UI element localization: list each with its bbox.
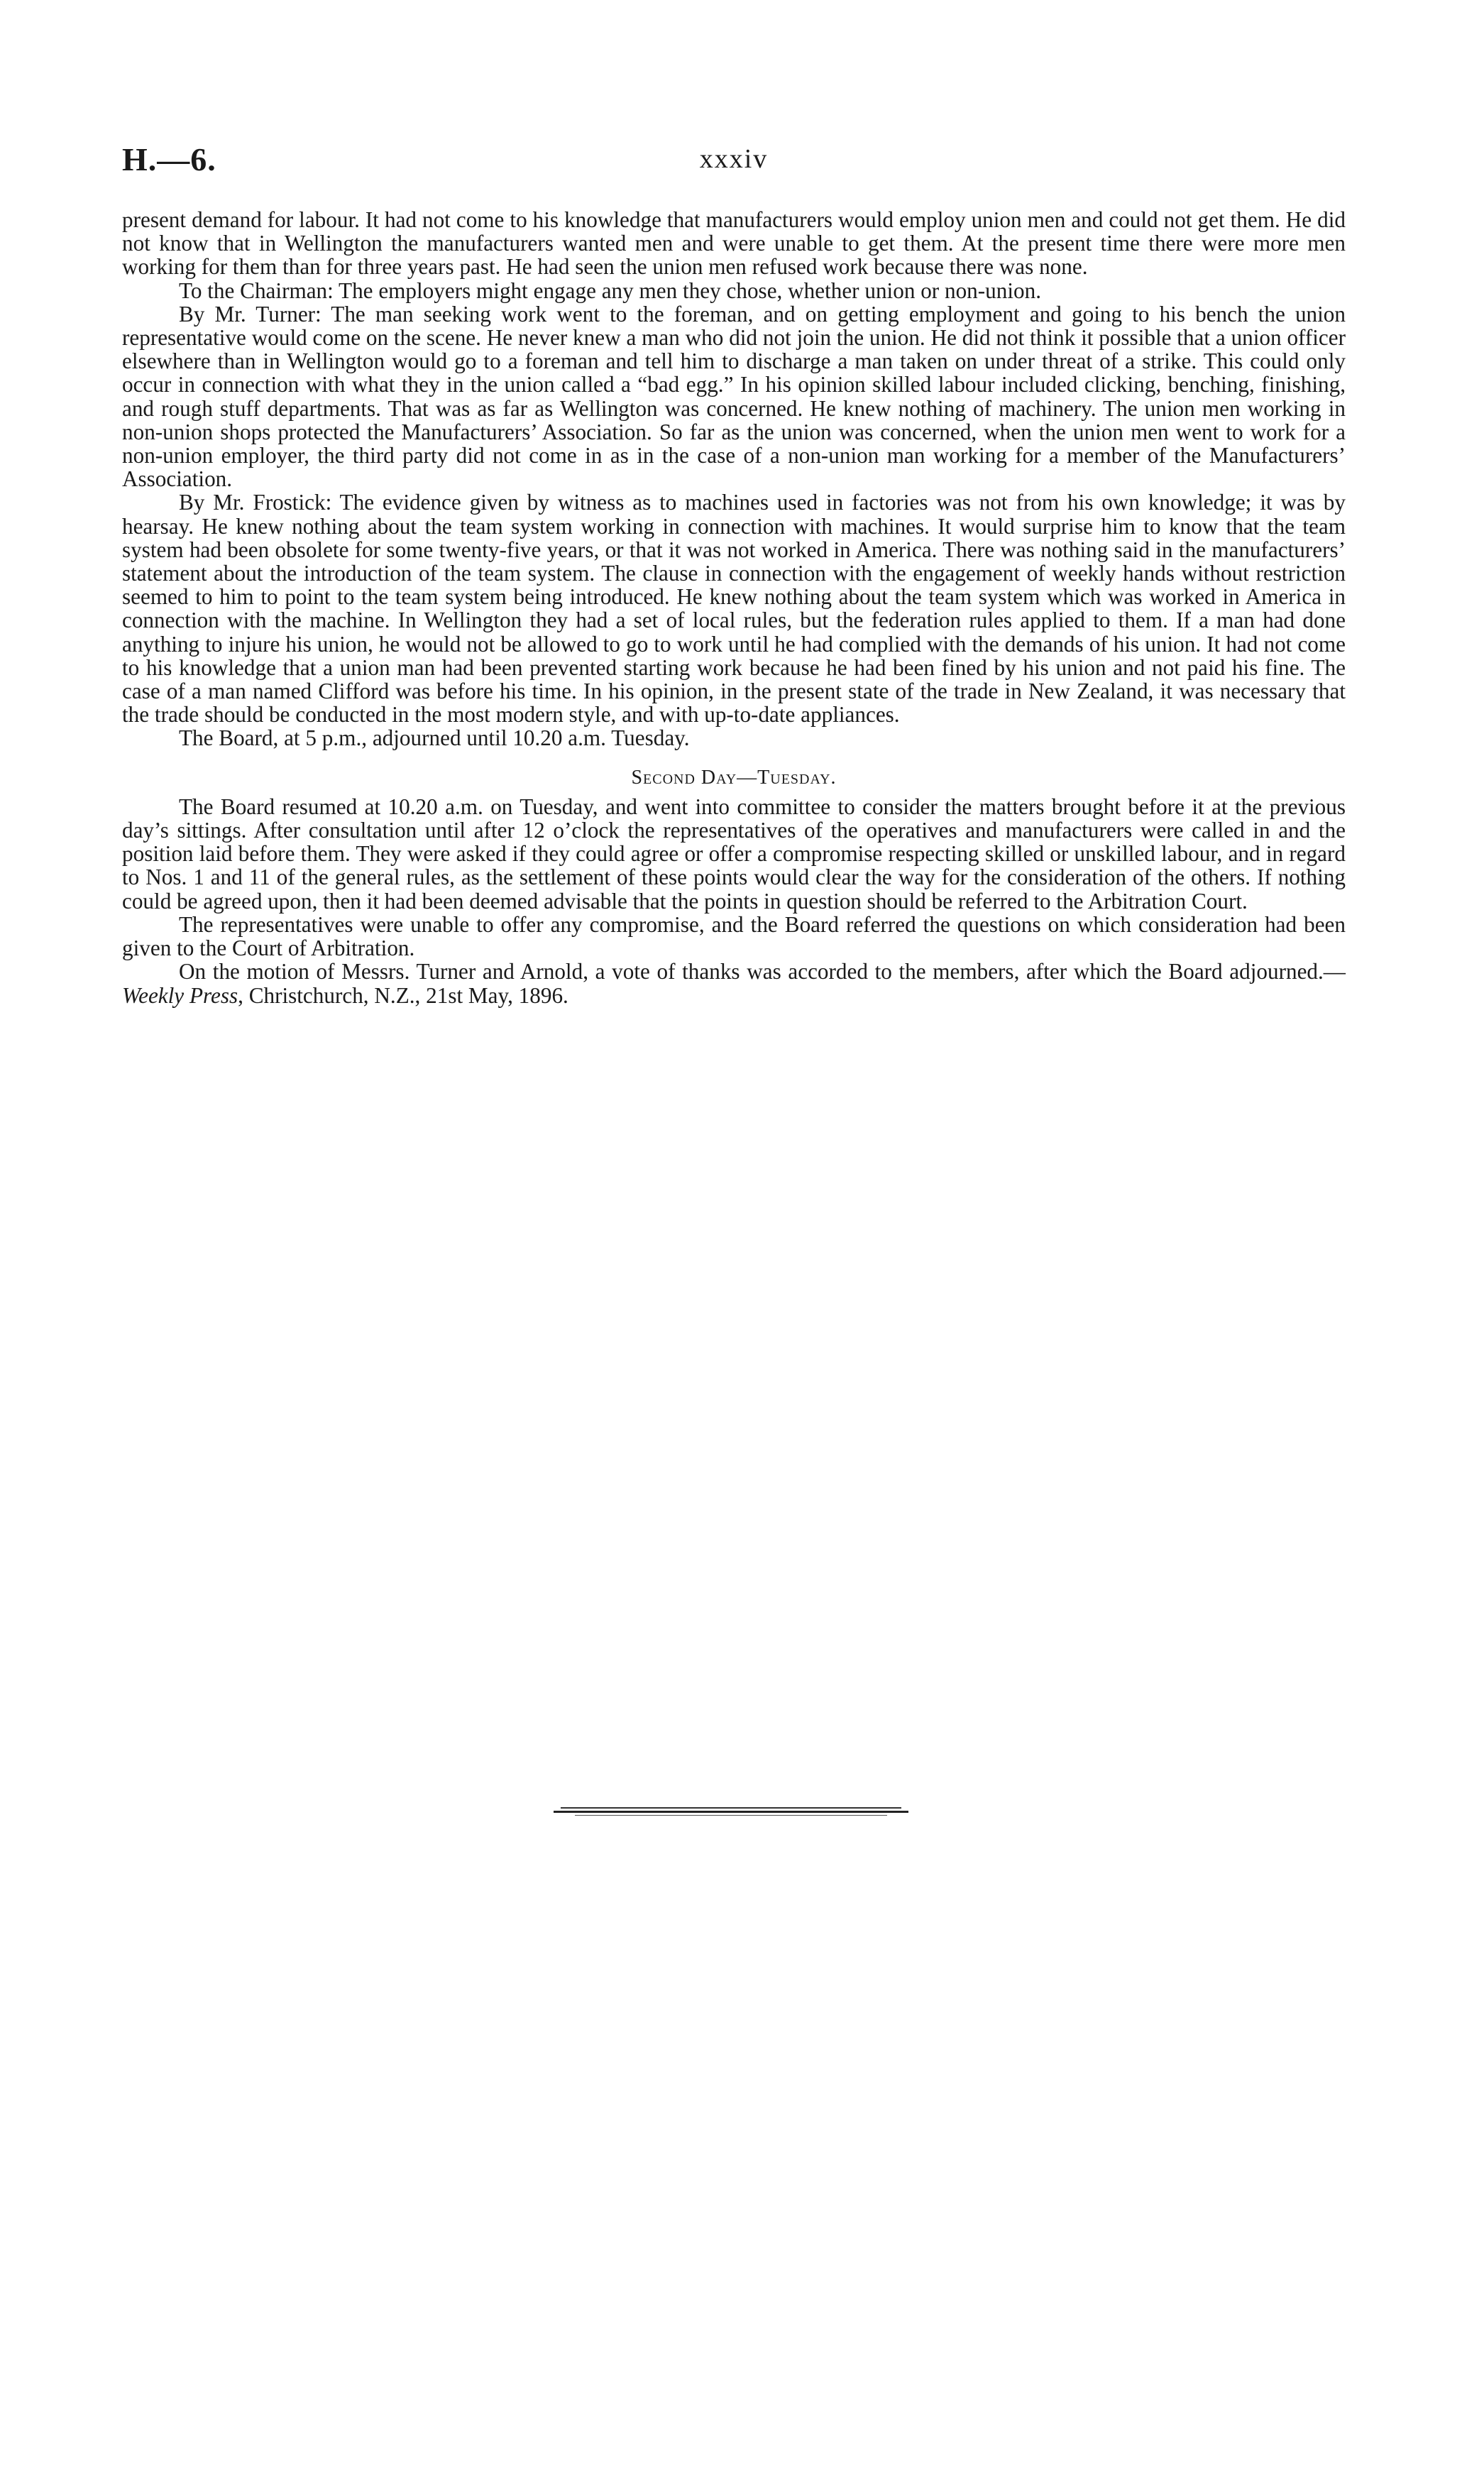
body-text xyxy=(122,208,1346,1007)
paragraph-no-compromise: The representatives were unable to offer any compromise, and the Board referred the questions on which consideration had been given to the Court of Arbitration. xyxy=(122,911,1346,961)
vote-of-thanks-text: On the motion of Messrs. Turner and Arnold, a vote of thanks was accorded to the members, after which the Board adjourned.— xyxy=(179,959,1346,985)
document-reference: H.—6. xyxy=(122,141,216,177)
closing-rule xyxy=(554,1806,908,1816)
paragraph-vote-of-thanks xyxy=(122,960,1346,1007)
rule-line-bottom xyxy=(575,1815,887,1816)
paragraph-board-resumed: The Board resumed at 10.20 a.m. on Tuesday, and went into committee to consider the matters brought before it at the previous day’s sittings. After consultation until after 12 o’clock the representatives of the operatives and manufacturers were called in and the position laid before them. They were asked if they could agree or offer a compromise respecting skilled or unskilled labour, and in regard to Nos. 1 and 11 of the general rules, as the settlement of these points would clear the way for the consideration of the others. If nothing could be agreed upon, then it had been deemed advisable that the points in question should be referred to the Arbitration Court. xyxy=(122,794,1346,914)
rule-line-middle xyxy=(554,1811,908,1813)
page-header xyxy=(122,141,1346,183)
source-title: Weekly Press xyxy=(122,982,238,1008)
section-heading: Second Day—Tuesday. xyxy=(631,766,837,789)
source-details: , Christchurch, N.Z., 21st May, 1896. xyxy=(238,982,568,1008)
paragraph-mr-turner: By Mr. Turner: The man seeking work went to the foreman, and on getting employment and going to his bench the union representative would come on the scene. He never knew a man who did not join the union. He did not think it possible that a union officer elsewhere than in Wellington would go to a foreman and tell him to discharge a man taken on under threat of a strike. This could only occur in connection with what they in the union called a “bad egg.” In his opinion skilled labour included clicking, benching, finishing, and rough stuff departments. That was as far as Wellington was concerned. He knew nothing of machinery. The union men working in non-union shops protected the Manufacturers’ Association. So far as the union was concerned, when the union men went to work for a non-union employer, the third party did not come in as in the case of a non-union man working for a member of the Manufacturers’ Association. xyxy=(122,301,1346,492)
paragraph-adjournment: The Board, at 5 p.m., adjourned until 10.20 a.m. Tuesday. xyxy=(179,725,690,751)
rule-line-top xyxy=(561,1807,901,1809)
page-number: xxxiv xyxy=(699,144,769,174)
paragraph-chairman: To the Chairman: The employers might engage any men they chose, whether union or non-union. xyxy=(179,278,1041,303)
paragraph-mr-frostick: By Mr. Frostick: The evidence given by witness as to machines used in factories was not from his own knowledge; it was by hearsay. He knew nothing about the team system working in connection with machines. It would surprise him to know that the team system had been obsolete for some twenty-five years, or that it was not worked in America. There was nothing said in the manufacturers’ statement about the introduction of the team system. The clause in connection with the engagement of weekly hands without restriction seemed to him to point to the team system being introduced. He knew nothing about the team system which was worked in America in connection with the machine. In Wellington they had a set of local rules, but the federation rules applied to them. If a man had done anything to injure his union, he would not be allowed to go to work until he had complied with the demands of his union. It had not come to his knowledge that a union man had been prevented starting work because he had been fined by his union and not paid his fine. The case of a man named Clifford was before his time. In his opinion, in the present state of the trade in New Zealand, it was necessary that the trade should be conducted in the most modern style, and with up-to-date appliances. xyxy=(122,490,1346,728)
paragraph-continuation: present demand for labour. It had not come to his knowledge that manufacturers would employ union men and could not get them. He did not know that in Wellington the manufacturers wanted men and were unable to get them. At the present time there were more men working for them than for three years past. He had seen the union men refused work because there was none. xyxy=(122,207,1346,280)
